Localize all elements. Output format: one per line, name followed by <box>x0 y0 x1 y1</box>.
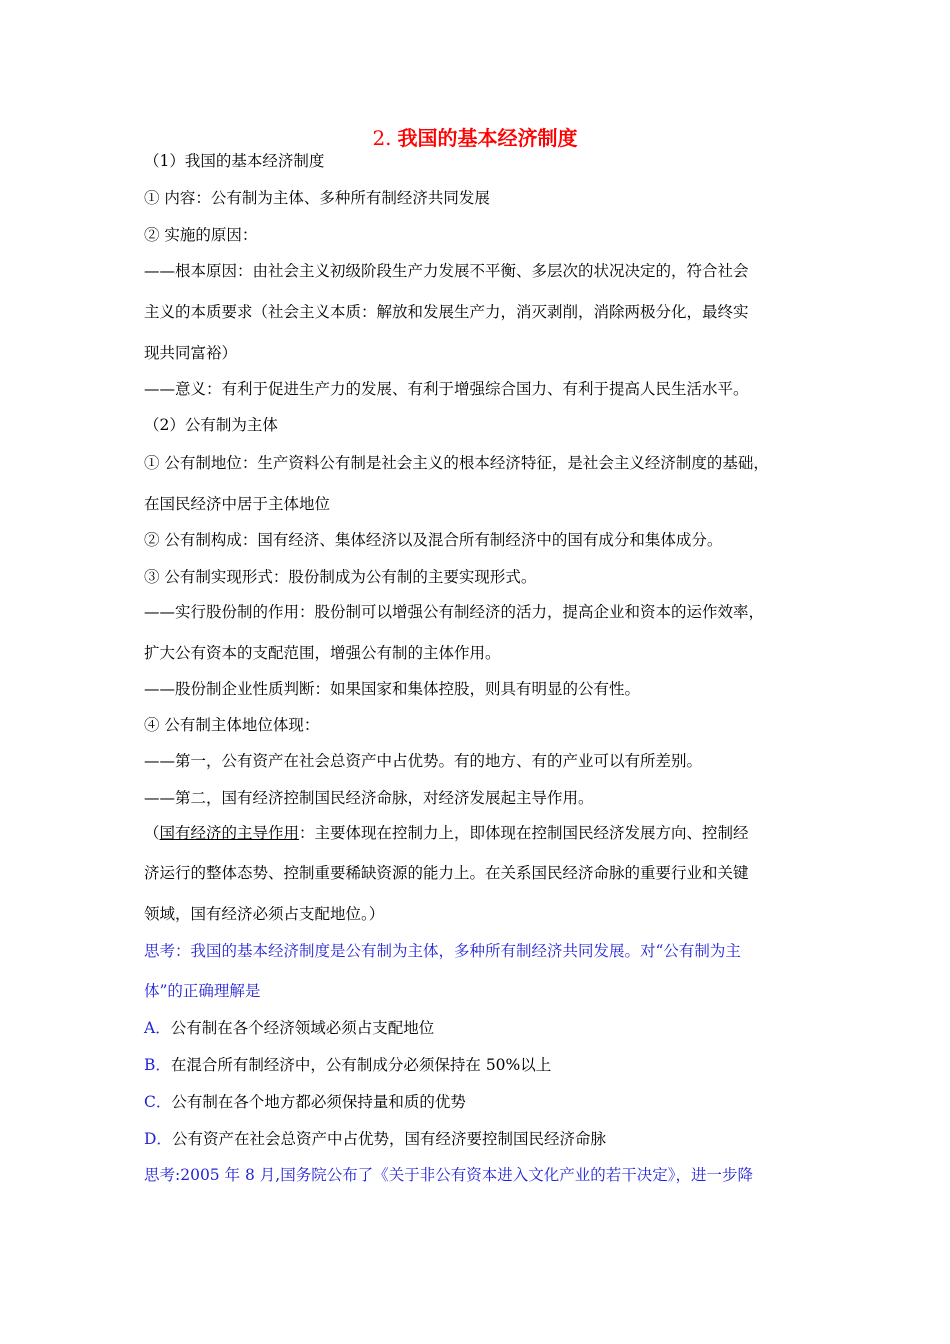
option-text: 公有制在各个经济领域必须占支配地位 <box>170 1019 435 1037</box>
paragraph-line <box>144 822 824 844</box>
paragraph-line: 主义的本质要求（社会主义本质：解放和发展生产力，消灭剥削，消除两极分化，最终实 <box>144 303 749 321</box>
option-text: 公有制在各个地方都必须保持量和质的优势 <box>171 1093 466 1111</box>
option-b <box>144 1054 824 1076</box>
underlined-term: 国有经济的主导作用 <box>159 824 300 842</box>
paragraph-line: ③ 公有制实现形式：股份制成为公有制的主要实现形式。 <box>144 568 537 586</box>
paragraph-line: ② 实施的原因： <box>144 226 258 244</box>
option-c <box>144 1091 824 1113</box>
option-a <box>144 1017 824 1039</box>
paragraph-line: ——股份制企业性质判断：如果国家和集体控股，则具有明显的公有性。 <box>144 680 641 698</box>
paragraph-line: ② 公有制构成：国有经济、集体经济以及混合所有制经济中的国有成分和集体成分。 <box>144 531 723 549</box>
paragraph-line: ① 公有制地位：生产资料公有制是社会主义的根本经济特征，是社会主义经济制度的基础， <box>144 454 769 472</box>
option-letter: B． <box>144 1056 171 1074</box>
section-title <box>0 124 950 152</box>
paragraph-line: 在国民经济中居于主体地位 <box>144 495 331 513</box>
option-letter: C． <box>144 1093 172 1111</box>
option-text: 在混合所有制经济中，公有制成分必须保持在 50%以上 <box>170 1056 552 1074</box>
paragraph-line: 济运行的整体态势、控制重要稀缺资源的能力上。在关系国民经济命脉的重要行业和关键 <box>144 864 749 882</box>
question-stem: 思考:2005 年 8 月,国务院公布了《关于非公有资本进入文化产业的若干决定》，进一步降 <box>144 1166 753 1184</box>
subheading-basic-system: （1）我国的基本经济制度 <box>144 152 325 170</box>
paragraph-line: 扩大公有资本的支配范围，增强公有制的主体作用。 <box>144 644 501 662</box>
paragraph-line: ——意义：有利于促进生产力的发展、有利于增强综合国力、有利于提高人民生活水平。 <box>144 380 749 398</box>
option-letter: D． <box>144 1130 172 1148</box>
paragraph-line: 现共同富裕） <box>144 344 238 362</box>
question-stem: 思考：我国的基本经济制度是公有制为主体，多种所有制经济共同发展。对“公有制为主 <box>144 942 741 960</box>
option-text: 公有资产在社会总资产中占优势，国有经济要控制国民经济命脉 <box>171 1130 606 1148</box>
question-stem: 体”的正确理解是 <box>144 982 261 1000</box>
paragraph-line: ——实行股份制的作用：股份制可以增强公有制经济的活力，提高企业和资本的运作效率， <box>144 603 765 621</box>
section-number: 2. <box>372 126 392 150</box>
option-d <box>144 1128 824 1150</box>
paragraph-line: ④ 公有制主体地位体现： <box>144 716 320 734</box>
subheading-public-ownership: （2）公有制为主体 <box>144 416 278 434</box>
paragraph-line: ——根本原因：由社会主义初级阶段生产力发展不平衡、多层次的状况决定的，符合社会 <box>144 262 749 280</box>
paragraph-text: ：主要体现在控制力上，即体现在控制国民经济发展方向、控制经 <box>299 824 749 842</box>
option-letter: A． <box>144 1019 171 1037</box>
paragraph-line: ——第二，国有经济控制国民经济命脉，对经济发展起主导作用。 <box>144 789 594 807</box>
paren-open: （ <box>144 824 160 842</box>
paragraph-line: ——第一，公有资产在社会总资产中占优势。有的地方、有的产业可以有所差别。 <box>144 752 703 770</box>
paragraph-line: 领域，国有经济必须占支配地位。） <box>144 905 385 923</box>
section-title-text: 我国的基本经济制度 <box>397 126 578 150</box>
paragraph-line: ① 内容：公有制为主体、多种所有制经济共同发展 <box>144 189 490 207</box>
